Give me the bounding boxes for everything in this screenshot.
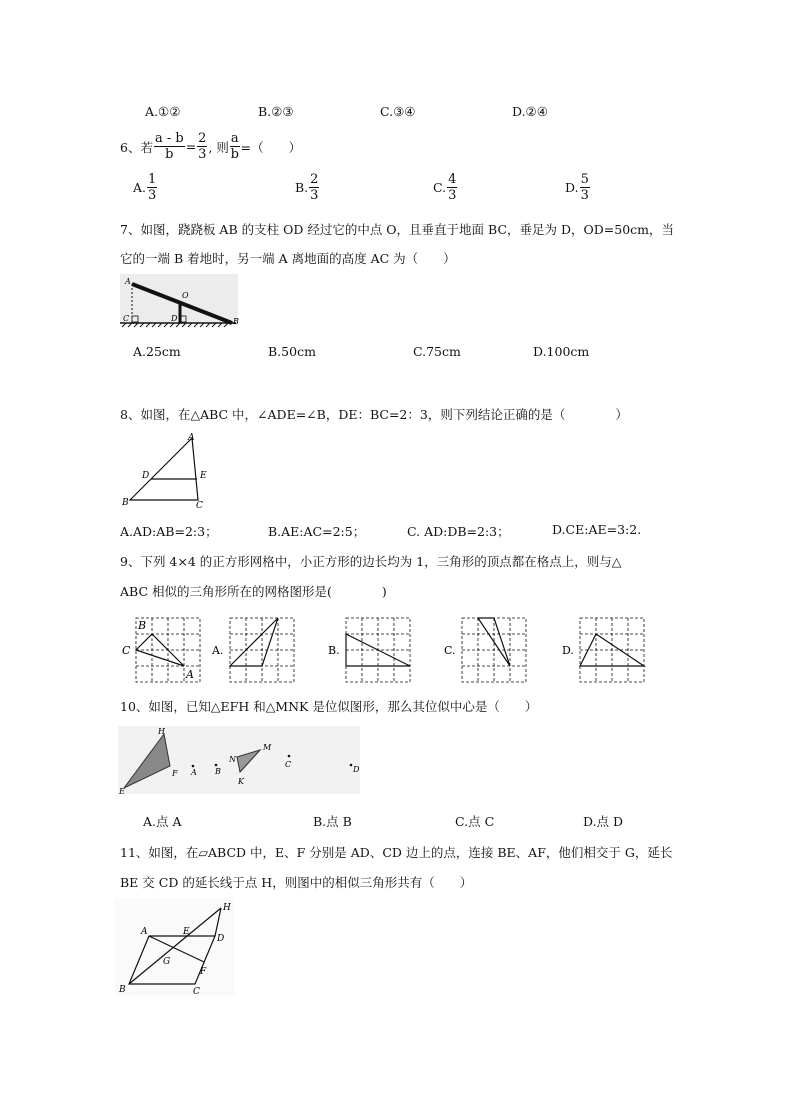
q10-point-c: [288, 755, 291, 758]
q6-fraction-1: [154, 132, 185, 161]
q6-fraction-2: [197, 132, 207, 161]
q9-label-c: C: [122, 644, 131, 657]
q8-option-c: C. AD:DB=2:3；: [407, 524, 510, 539]
q6-option-a-den: 3: [148, 188, 157, 203]
q10-label-k: K: [238, 777, 244, 786]
q6-option-d-num: 5: [580, 172, 589, 187]
q11-label-c: C: [193, 987, 200, 997]
q6-option-b: [295, 173, 320, 202]
q5-option-a: A.①②: [145, 104, 181, 119]
q9-grid-a-lines: [230, 618, 294, 682]
q6-tail: =（ ）: [240, 139, 302, 155]
q8-triangle-figure: [118, 430, 218, 510]
q11-label-e: E: [183, 927, 190, 937]
q9-grid-b: [328, 612, 418, 684]
q10-label-m: M: [263, 743, 272, 752]
q8-label-a: A: [188, 433, 195, 443]
q6-mid: , 则: [208, 139, 229, 155]
q7-option-b: B.50cm: [268, 344, 316, 359]
q6-frac3-num: a: [230, 131, 239, 146]
q7-line2: 它的一端 B 着地时，另一端 A 离地面的高度 AC 为（ ）: [120, 251, 456, 266]
q8-line1: 8、如图，在△ABC 中，∠ADE=∠B，DE：BC=2：3，则下列结论正确的是（ ）: [120, 407, 628, 422]
q5-option-b: B.②③: [258, 104, 294, 119]
q9-grid-b-label: B.: [328, 644, 340, 657]
q6-option-d-label: D.: [565, 180, 579, 195]
q7-option-a: A.25cm: [133, 344, 181, 359]
q11-label-g: G: [163, 957, 171, 967]
q8-option-a: A.AD:AB=2:3；: [120, 524, 218, 539]
q10-option-b: B.点 B: [313, 814, 352, 829]
q6-option-b-num: 2: [310, 172, 319, 187]
q11-label-b: B: [119, 985, 126, 995]
q7-option-d: D.100cm: [533, 344, 590, 359]
q9-grid-c-label: C.: [444, 644, 456, 657]
q9-grid-a-label: A.: [212, 644, 224, 657]
q11-line1: 11、如图，在▱ABCD 中，E、F 分别是 AD、CD 边上的点，连接 BE、AF，他们相交于 G，延长: [120, 845, 673, 860]
q7-option-c: C.75cm: [413, 344, 461, 359]
q10-label-a: A: [191, 768, 197, 777]
q9-grid-d: [562, 612, 652, 684]
q10-label-d: D: [353, 765, 360, 774]
q6-option-c: [433, 173, 458, 202]
q10-label-n: N: [229, 755, 236, 764]
q7-label-a: A: [125, 277, 131, 286]
q9-line2: ABC 相似的三角形所在的网格图形是( ): [120, 584, 387, 599]
q7-label-b: B: [233, 317, 239, 326]
q6-frac1-num: a - b: [154, 131, 184, 146]
q7-line1: 7、如图，跷跷板 AB 的支柱 OD 经过它的中点 O，且垂直于地面 BC，垂足为 D，OD=50cm，当: [120, 222, 675, 237]
q11-label-f: F: [200, 967, 207, 977]
q8-option-d: D.CE:AE=3:2.: [552, 522, 642, 537]
q9-label-a: A: [186, 668, 194, 681]
q6-option-b-frac: [309, 173, 319, 202]
q6-option-d: [565, 173, 591, 202]
q11-parallelogram-figure: [115, 898, 240, 998]
q6-frac1-den: b: [165, 147, 174, 162]
q6-option-b-label: B.: [295, 180, 309, 195]
q6-fraction-3: [230, 132, 240, 161]
q11-line2: BE 交 CD 的延长线于点 H，则图中的相似三角形共有（ ）: [120, 875, 473, 890]
q8-label-e: E: [200, 471, 207, 481]
q6-option-d-den: 3: [580, 188, 589, 203]
q6-option-b-den: 3: [310, 188, 319, 203]
q6-option-c-frac: [447, 173, 457, 202]
q11-label-a: A: [141, 927, 148, 937]
q9-line1: 9、下列 4×4 的正方形网格中，小正方形的边长均为 1，三角形的顶点都在格点上，则与△: [120, 554, 622, 569]
q9-grid-a-triangle: [230, 618, 278, 666]
q6-option-a-label: A.: [133, 180, 147, 195]
q10-label-b: B: [215, 767, 221, 776]
q10-label-f: F: [172, 769, 178, 778]
q10-point-a: [192, 765, 195, 768]
q10-label-h: H: [158, 727, 165, 736]
q8-option-b: B.AE:AC=2:5；: [268, 524, 366, 539]
q7-label-d: D: [171, 314, 178, 323]
q10-option-a: A.点 A: [143, 814, 182, 829]
q6-option-c-label: C.: [433, 180, 447, 195]
q8-label-c: C: [196, 501, 203, 510]
q7-seesaw-figure: [120, 272, 245, 332]
q10-point-b: [215, 764, 218, 767]
q10-label-e: E: [119, 787, 125, 796]
q10-option-c: C.点 C: [455, 814, 495, 829]
q9-grid-c: [444, 612, 534, 684]
q9-label-b: B: [138, 619, 147, 632]
q6-option-c-num: 4: [448, 172, 457, 187]
q8-triangle-abc: [130, 438, 198, 500]
q11-label-d: D: [217, 934, 225, 944]
q6-option-d-frac: [580, 173, 590, 202]
q6-option-a-num: 1: [148, 172, 157, 187]
q6-option-a-frac: [147, 173, 157, 202]
q8-label-d: D: [142, 471, 150, 481]
q5-option-c: C.③④: [380, 104, 416, 119]
q6-lead: 6、若: [120, 139, 153, 155]
q9-grid-c-lines: [462, 618, 526, 682]
q10-option-d: D.点 D: [583, 814, 624, 829]
q6-option-c-den: 3: [448, 188, 457, 203]
q10-homothety-figure: [118, 722, 363, 800]
q9-grid-a: [212, 612, 302, 684]
q6-frac2-den: 3: [198, 147, 207, 162]
q7-label-o: O: [182, 291, 189, 300]
q10-label-c: C: [285, 760, 292, 769]
q10-line1: 10、如图，已知△EFH 和△MNK 是位似图形，那么其位似中心是（ ）: [120, 699, 538, 714]
q7-label-c: C: [123, 314, 130, 323]
q9-grid-d-label: D.: [562, 644, 574, 657]
q11-label-h: H: [223, 903, 231, 913]
q6-frac2-num: 2: [198, 131, 207, 146]
q8-label-b: B: [122, 498, 129, 508]
q6-eq: =: [185, 139, 197, 154]
q6-stem: [120, 132, 301, 161]
q5-option-d: D.②④: [512, 104, 548, 119]
q9-grid-d-lines: [580, 618, 644, 682]
q6-frac3-den: b: [230, 147, 239, 162]
q6-option-a: [133, 173, 158, 202]
q9-grid-reference: [120, 612, 205, 684]
q10-point-d: [350, 764, 353, 767]
